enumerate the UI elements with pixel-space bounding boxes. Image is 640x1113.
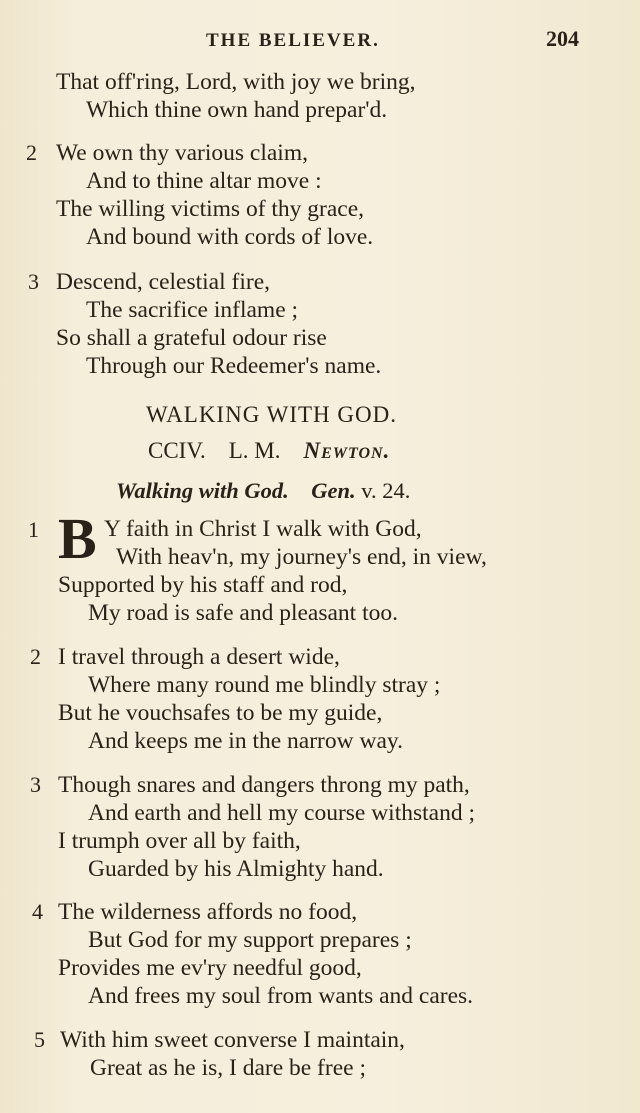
verse-line: The sacrifice inflame ; — [86, 297, 299, 323]
verse-line: Y faith in Christ I walk with God, — [104, 516, 422, 542]
verse-line: And frees my soul from wants and cares. — [88, 983, 474, 1009]
subtitle-text: Walking with God. — [116, 478, 289, 503]
hymn-meter: L. M. — [228, 438, 281, 463]
verse-line: Which thine own hand prepar'd. — [86, 97, 388, 123]
verse-line: We own thy various claim, — [56, 140, 308, 166]
verse-line: And earth and hell my course withstand ; — [88, 800, 476, 826]
drop-cap: B — [58, 506, 97, 571]
verse-line: Where many round me blindly stray ; — [88, 672, 441, 698]
verse-line: Guarded by his Almighty hand. — [88, 856, 384, 882]
verse-line: I travel through a desert wide, — [58, 644, 340, 670]
reference-book: Gen. — [311, 478, 356, 503]
verse-number: 2 — [30, 644, 41, 669]
verse-line: With him sweet converse I maintain, — [60, 1027, 405, 1053]
verse-line: So shall a grateful odour rise — [56, 325, 327, 351]
verse-number: 3 — [28, 269, 39, 294]
hymn-meta — [148, 438, 390, 464]
verse-line: Descend, celestial fire, — [56, 269, 271, 295]
verse-number: 3 — [30, 772, 41, 797]
verse-line: And to thine altar move : — [86, 168, 322, 194]
hymn-number: CCIV. — [148, 438, 206, 463]
verse-line: Great as he is, I dare be free ; — [90, 1055, 366, 1081]
verse-line: My road is safe and pleasant too. — [88, 600, 398, 626]
verse-line: Provides me ev'ry needful good, — [58, 955, 362, 981]
verse-line: But he vouchsafes to be my guide, — [58, 700, 383, 726]
hymn-author: Newton. — [303, 438, 391, 463]
verse-line: With heav'n, my journey's end, in view, — [116, 544, 487, 570]
verse-number: 2 — [26, 140, 37, 165]
verse-line: The willing victims of thy grace, — [56, 196, 365, 222]
reference-verse: v. 24. — [361, 478, 411, 503]
verse-number: 4 — [32, 899, 43, 924]
running-title: THE BELIEVER. — [206, 30, 380, 51]
section-heading: WALKING WITH GOD. — [146, 402, 397, 427]
verse-line: And keeps me in the narrow way. — [88, 728, 403, 754]
running-head — [0, 26, 640, 52]
verse-number: 5 — [34, 1027, 45, 1052]
verse-line: And bound with cords of love. — [86, 224, 374, 250]
verse-line: That off'ring, Lord, with joy we bring, — [56, 69, 416, 95]
verse-line: I trumph over all by faith, — [58, 828, 301, 854]
verse-line: Supported by his staff and rod, — [58, 572, 348, 598]
verse-number: 1 — [28, 517, 39, 542]
verse-line: Through our Redeemer's name. — [86, 353, 382, 379]
verse-line: Though snares and dangers throng my path, — [58, 772, 470, 798]
verse-line: But God for my support prepares ; — [88, 927, 412, 953]
page-number: 204 — [546, 26, 579, 51]
hymn-subtitle — [116, 478, 410, 504]
verse-line: The wilderness affords no food, — [58, 899, 358, 925]
